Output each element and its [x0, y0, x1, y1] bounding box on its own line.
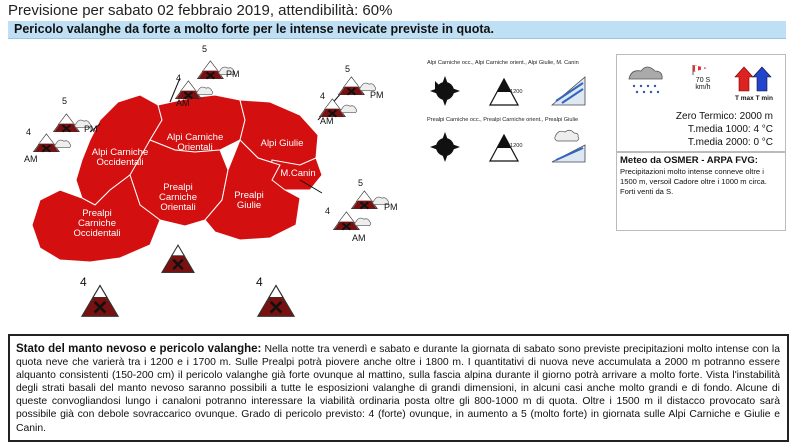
- level-pm-label: 5: [358, 178, 364, 188]
- label-m-canin: M.Canin: [280, 168, 316, 179]
- tmax-tmin-label: T max T min: [735, 95, 773, 102]
- danger-icon-prealpi-carniche-orientali: [162, 245, 194, 272]
- level-pm-label: 5: [202, 44, 208, 54]
- pm-label: PM: [84, 124, 98, 134]
- mountain-danger-icon: [82, 286, 118, 317]
- label-prealpi-carniche-or-3: Orientali: [160, 202, 196, 213]
- danger-icon-prealpi-giulie: [256, 275, 294, 316]
- osmer-forecast-box: [616, 152, 786, 231]
- weather-box: [616, 54, 786, 152]
- level-am-label: 4: [26, 127, 32, 137]
- level-am-label: 4: [176, 73, 182, 83]
- snow-cloud-icon: [629, 67, 662, 93]
- am-label: AM: [176, 98, 190, 108]
- area-legend: [415, 55, 610, 175]
- level-pm-label: 5: [345, 64, 351, 74]
- legend-prealpi-label: Prealpi Carniche occ., Prealpi Carniche orient., Prealpi Giulie: [427, 117, 579, 123]
- snow-slope-icon: [552, 130, 585, 162]
- bulletin-heading: Stato del manto nevoso e pericolo valanghe:: [16, 343, 262, 355]
- mountain-danger-icon: [258, 286, 294, 317]
- wind-flag-icon: [693, 65, 707, 75]
- mountain-danger-am-icon: [320, 99, 357, 117]
- tmax-arrow-icon: [735, 67, 753, 91]
- danger-icon-prealpi-carniche-occidentali: [80, 275, 118, 316]
- wind-unit: km/h: [695, 84, 711, 91]
- label-prealpi-carniche-or-2: Carniche: [158, 192, 198, 203]
- legend-prealpi-altitude: 1200: [510, 143, 523, 149]
- label-prealpi-carniche-or-1: Prealpi: [163, 182, 193, 193]
- am-label: AM: [320, 116, 334, 126]
- level-pm-label: 5: [62, 96, 68, 106]
- level-day-label: 4: [256, 275, 263, 289]
- level-am-label: 4: [325, 206, 331, 216]
- label-alpi-giulie: Alpi Giulie: [260, 138, 304, 149]
- pm-label: PM: [370, 90, 384, 100]
- zero-termico: Zero Termico: 2000 m: [675, 111, 773, 122]
- tmedia-1000: T.media 1000: 4 °C: [687, 124, 773, 135]
- label-alpi-carniche-occ-2: Occidentali: [96, 157, 144, 168]
- am-label: AM: [352, 233, 366, 243]
- mountain-danger-am-icon: [34, 134, 71, 152]
- danger-map: [0, 40, 410, 330]
- mountain-danger-icon: [162, 245, 194, 272]
- pm-label: PM: [226, 69, 240, 79]
- slope-icon: [552, 77, 585, 105]
- mountain-danger-am-icon: [334, 212, 371, 230]
- page-title: Previsione per sabato 02 febbraio 2019, attendibilità: 60%: [8, 2, 393, 19]
- exposure-rose-icon: [430, 132, 460, 162]
- danger-icon-group-m-canin: [325, 178, 398, 243]
- danger-banner: Pericolo valanghe da forte a molto forte per le intense nevicate previste in quota.: [8, 21, 786, 39]
- legend-alpi-label: Alpi Carniche occ., Alpi Carniche orient., Alpi Giulie, M. Canin: [427, 60, 579, 66]
- am-label: AM: [24, 154, 38, 164]
- legend-alpi-altitude: 1200: [510, 89, 523, 95]
- pm-label: PM: [384, 202, 398, 212]
- exposure-rose-icon: [430, 76, 460, 106]
- label-prealpi-giulie-1: Prealpi: [234, 190, 264, 201]
- label-alpi-carniche-occ-1: Alpi Carniche: [91, 147, 149, 158]
- danger-icon-group-alpi-giulie: [320, 64, 384, 126]
- tmin-arrow-icon: [753, 67, 771, 91]
- snowpack-bulletin: [8, 334, 789, 442]
- label-prealpi-carniche-occ-3: Occidentali: [73, 228, 121, 239]
- bulletin-text: Nella notte tra venerdì e sabato e durante la giornata di sabato sono previste precipitazioni molto intense con la quota neve che varierà tra i 1200 e i 1700 m. Sulle Prealpi potrà piovere anche oltre i 1800 m. I quantitativi di nuova neve accumulata a 2000 m potranno essere alquanto consistenti (150-200 cm) il pericolo valanghe già forte ovunque al mattino, sulla fascia alpina durante il giorno potrà arrivare a molto forte. Vista l'instabilità degli strati basali del manto nevoso saranno possibili a tutte le esposizioni valanghe di grandi dimensioni, in alcuni casi anche molto grandi e di fondo. Alcune di queste convogliandosi lungo i canaloni potranno interessare la viabilità ordinaria posta oltre gli 800-1000 m di quota. Oltre i 1500 m il distacco provocato sarà possibile già con debole sovraccarico ovunque. Grado di pericolo previsto: 4 (forte) ovunque, in aumento a 5 (molto forte) in giornata sulle Alpi Carniche e Giulie e Canin.: [16, 344, 781, 434]
- label-alpi-carniche-or-1: Alpi Carniche: [166, 132, 224, 143]
- osmer-title: Meteo da OSMER - ARPA FVG:: [620, 155, 758, 166]
- label-alpi-carniche-or-2: Orientali: [177, 142, 213, 153]
- wind-speed: 70 S: [695, 77, 711, 84]
- label-prealpi-carniche-occ-2: Carniche: [77, 218, 117, 229]
- level-am-label: 4: [320, 91, 326, 101]
- osmer-text: Precipitazioni molto intense conneve oltre i 1500 m, versoil Cadore oltre i 1000 m circa. Forti venti da S.: [620, 167, 767, 196]
- tmedia-2000: T.media 2000: 0 °C: [687, 137, 773, 148]
- label-prealpi-carniche-occ-1: Prealpi: [82, 208, 112, 219]
- label-prealpi-giulie-2: Giulie: [236, 200, 262, 211]
- level-day-label: 4: [80, 275, 87, 289]
